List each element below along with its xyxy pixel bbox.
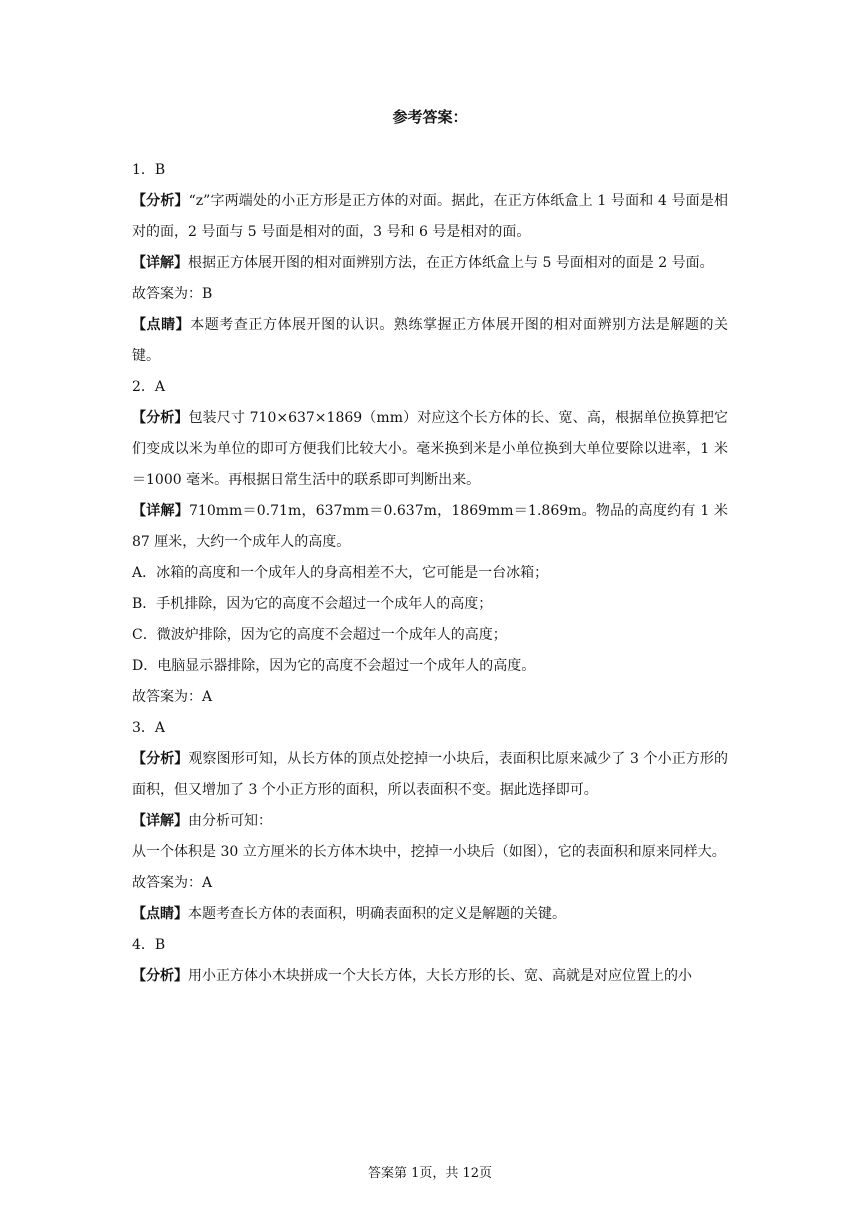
q4-analysis-text: 用小正方体小木块拼成一个大长方体，大长方形的长、宽、高就是对应位置上的小 <box>188 968 692 984</box>
comment-tag: 【点睛】 <box>132 317 191 333</box>
q2-option-a: A．冰箱的高度和一个成年人的身高相差不大，它可能是一台冰箱； <box>132 565 549 581</box>
detail-tag: 【详解】 <box>132 255 188 271</box>
q1-comment <box>132 310 728 372</box>
analysis-tag: 【分析】 <box>132 193 189 209</box>
q1-number: 1．B <box>132 162 166 178</box>
q2-answer: 故答案为：A <box>132 689 213 705</box>
q2-option-c: C．微波炉排除，因为它的高度不会超过一个成年人的高度； <box>132 627 507 643</box>
answer-content <box>132 155 728 992</box>
q1-analysis <box>132 186 728 248</box>
page-title: 参考答案： <box>392 108 468 126</box>
q2-detail <box>132 496 728 558</box>
q2-analysis <box>132 403 728 496</box>
detail-tag: 【详解】 <box>132 503 190 519</box>
q2-number: 2．A <box>132 379 166 395</box>
q3-detail <box>132 806 728 837</box>
q3-analysis <box>132 744 728 806</box>
q2-detail-text: 710mm＝0.71m，637mm＝0.637m，1869mm＝1.869m。物品的高度约有 1 米 87 厘米，大约一个成年人的高度。 <box>132 503 728 550</box>
q1-comment-text: 本题考查正方体展开图的认识。熟练掌握正方体展开图的相对面辨别方法是解题的关键。 <box>132 317 729 364</box>
comment-tag: 【点睛】 <box>132 906 188 922</box>
q1-answer: 故答案为：B <box>132 286 213 302</box>
q3-answer: 故答案为：A <box>132 875 213 891</box>
q3-detail-text: 由分析可知： <box>188 813 272 829</box>
page-footer: 答案第 1页，共 12页 <box>367 1166 493 1181</box>
analysis-tag: 【分析】 <box>132 968 188 984</box>
analysis-tag: 【分析】 <box>132 410 189 426</box>
q3-number: 3．A <box>132 720 166 736</box>
q1-analysis-text: “z”字两端处的小正方形是正方体的对面。据此，在正方体纸盒上 1 号面和 4 号面是相对的面，2 号面与 5 号面是相对的面，3 号和 6 号是相对的面。 <box>132 193 728 240</box>
detail-tag: 【详解】 <box>132 813 188 829</box>
q1-detail <box>132 248 728 279</box>
q3-analysis-text: 观察图形可知，从长方体的顶点处挖掉一小块后，表面积比原来减少了 3 个小正方形的面积，但又增加了 3 个小正方形的面积，所以表面积不变。据此选择即可。 <box>132 751 729 798</box>
q2-option-b: B．手机排除，因为它的高度不会超过一个成年人的高度； <box>132 596 493 612</box>
q1-detail-text: 根据正方体展开图的相对面辨别方法，在正方体纸盒上与 5 号面相对的面是 2 号面。 <box>188 255 714 271</box>
q2-option-d: D．电脑显示器排除，因为它的高度不会超过一个成年人的高度。 <box>132 658 536 674</box>
q3-comment-text: 本题考查长方体的表面积，明确表面积的定义是解题的关键。 <box>188 906 566 922</box>
q4-number: 4．B <box>132 937 166 953</box>
analysis-tag: 【分析】 <box>132 751 189 767</box>
q4-analysis <box>132 961 728 992</box>
q3-comment <box>132 899 728 930</box>
q2-analysis-text: 包装尺寸 710×637×1869（mm）对应这个长方体的长、宽、高，根据单位换算把它们变成以米为单位的即可方便我们比较大小。毫米换到米是小单位换到大单位要除以进率，1 米＝1000 毫米。再根据日常生活中的联系即可判断出来。 <box>132 410 728 488</box>
q3-detail-continued: 从一个体积是 30 立方厘米的长方体木块中，挖掉一小块后（如图），它的表面积和原来同样大。 <box>132 844 726 860</box>
